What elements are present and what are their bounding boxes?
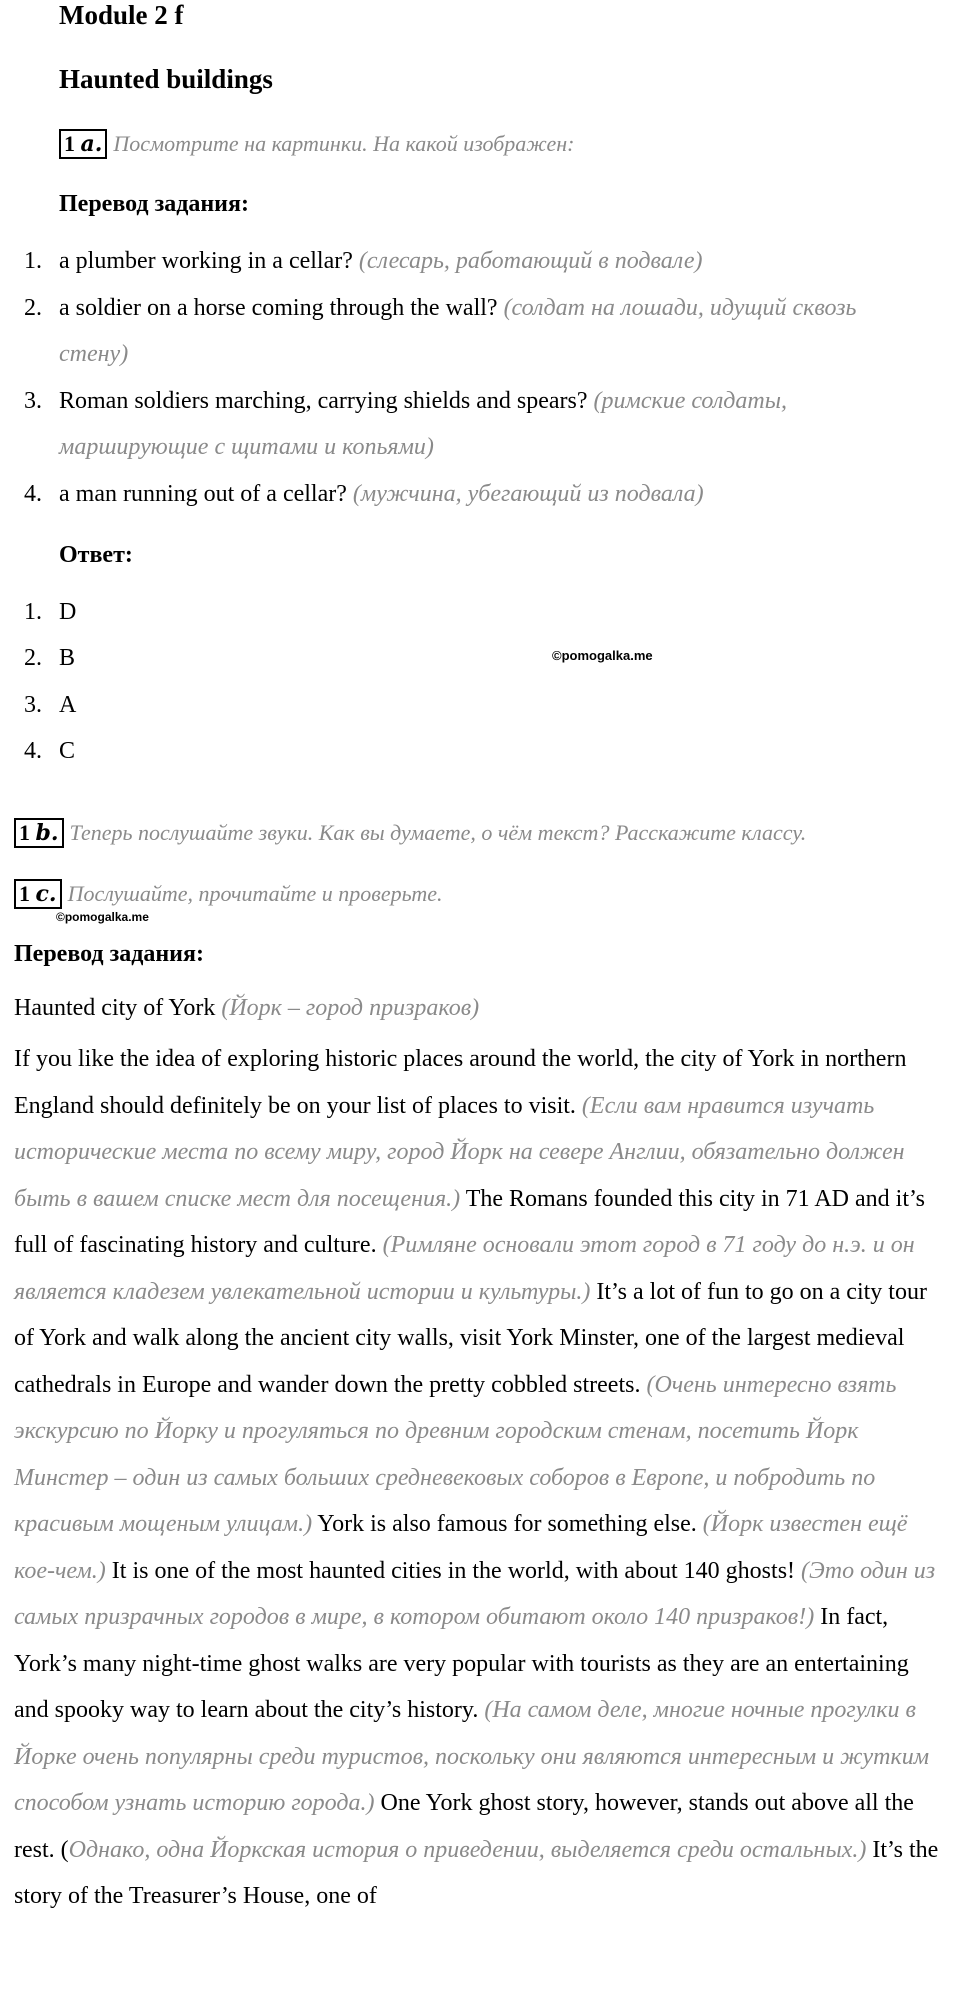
passage-en-segment: The Romans founded this city in 71 AD and it’s full of fascinating history and culture. (14, 1185, 925, 1258)
passage-ru-segment: (Йорк известен ещё кое-чем.) (14, 1511, 908, 1584)
passage-ru-segment: (На самом деле, многие ночные прогулки в Йорке очень популярны среди туристов, поскольку они являются интересным и жутким способом узнать историю города.) (14, 1697, 930, 1816)
task-1a-text: Посмотрите на картинки. На какой изображен: (113, 131, 575, 156)
passage-en-segment: It is one of the most haunted cities in the world, with about 140 ghosts! (105, 1557, 802, 1584)
text-title-en: Haunted city of York (14, 995, 216, 1021)
task-label-1a: 1 a. (59, 129, 107, 159)
answer-value: A (59, 692, 77, 718)
watermark: ©pomogalka.me (56, 910, 149, 924)
answer-value: C (59, 738, 76, 764)
question-ru-continued: марширующие с щитами и копьями) (59, 434, 434, 460)
text-title (14, 995, 479, 1022)
watermark: ©pomogalka.me (552, 648, 653, 663)
answer-item: 3. A (24, 692, 77, 718)
question-en: Roman soldiers marching, carrying shields and spears? (59, 388, 588, 414)
task-label-1c: 1 c. (14, 879, 62, 909)
question-ru-continued: стену) (59, 341, 129, 367)
answer-value: D (59, 599, 77, 625)
passage-ru-segment: (Очень интересно взять экскурсию по Йорку и прогуляться по древним городским стенам, посетить Йорк Минстер – один из самых больших средневековых соборов в Европе, и побродить по красивым мощеным улицам.) (14, 1371, 897, 1537)
passage-en-segment: York is also famous for something else. (312, 1511, 703, 1537)
question-item: 2. a soldier on a horse coming through the wall? (солдат на лошади, идущий сквозь (24, 295, 857, 321)
question-item: 4. a man running out of a cellar? (мужчина, убегающий из подвала) (24, 481, 704, 507)
question-ru: (слесарь, работающий в подвале) (358, 248, 703, 274)
task-1c (14, 879, 442, 909)
question-ru: (римские солдаты, (593, 388, 788, 414)
answer-item: 4. C (24, 738, 76, 764)
page-title: Haunted buildings (59, 64, 273, 94)
text-title-ru: (Йорк – город призраков) (221, 995, 480, 1021)
task-label-1b: 1 b. (14, 818, 64, 848)
answer-value: B (59, 645, 76, 671)
task-1b (14, 818, 806, 848)
passage-en-segment: It’s the story of the Treasurer’s House, one of (14, 1836, 939, 1909)
passage-ru-segment: (Римляне основали этот город в 71 году до н.э. и он является кладезем увлекательной истории и культуры.) (14, 1232, 915, 1305)
task-1a (59, 129, 574, 159)
module-title: Module 2 f (59, 0, 184, 30)
question-en: a plumber working in a cellar? (59, 248, 353, 274)
passage-ru-segment: (Если вам нравится изучать исторические места по всему миру, город Йорк на севере Англии, обязательно должен быть в вашем списке мест для посещения.) (14, 1092, 905, 1212)
answer-item: 2. B (24, 645, 76, 671)
answer-heading: Ответ: (59, 542, 133, 568)
task-1c-text: Послушайте, прочитайте и проверьте. (67, 881, 443, 906)
question-ru: (мужчина, убегающий из подвала) (352, 481, 704, 507)
question-en: a soldier on a horse coming through the wall? (59, 295, 498, 321)
question-item: 3. Roman soldiers marching, carrying shields and spears? (римские солдаты, (24, 388, 788, 414)
translation-heading: Перевод задания: (14, 941, 204, 967)
passage-en-segment: One York ghost story, however, stands out above all the rest. ( (14, 1790, 914, 1863)
passage-en-segment: In fact, York’s many night-time ghost walks are very popular with tourists as they are an entertaining and spooky way to learn about the city’s history. (14, 1604, 909, 1723)
passage-ru-segment: (Это один из самых призрачных городов в мире, в котором обитают около 140 призраков!) (14, 1557, 936, 1630)
passage-ru-segment: Однако, одна Йоркская история о приведении, выделяется среди остальных.) (68, 1836, 867, 1863)
answer-item: 1. D (24, 599, 77, 625)
question-ru: (солдат на лошади, идущий сквозь (503, 295, 857, 321)
passage-en-segment: It’s a lot of fun to go on a city tour of York and walk along the ancient city walls, visit York Minster, one of the largest medieval cathedrals in Europe and wander down the pretty cobbled streets. (14, 1278, 927, 1398)
question-item: 1. a plumber working in a cellar? (слесарь, работающий в подвале) (24, 248, 703, 274)
passage-en-segment: If you like the idea of exploring historic places around the world, the city of York in northern England should definitely be on your list of places to visit. (14, 1046, 907, 1119)
passage (14, 1036, 944, 1920)
task-1b-text: Теперь послушайте звуки. Как вы думаете, о чём текст? Расскажите классу. (69, 820, 807, 845)
question-en: a man running out of a cellar? (59, 481, 347, 507)
translation-heading: Перевод задания: (59, 191, 249, 217)
